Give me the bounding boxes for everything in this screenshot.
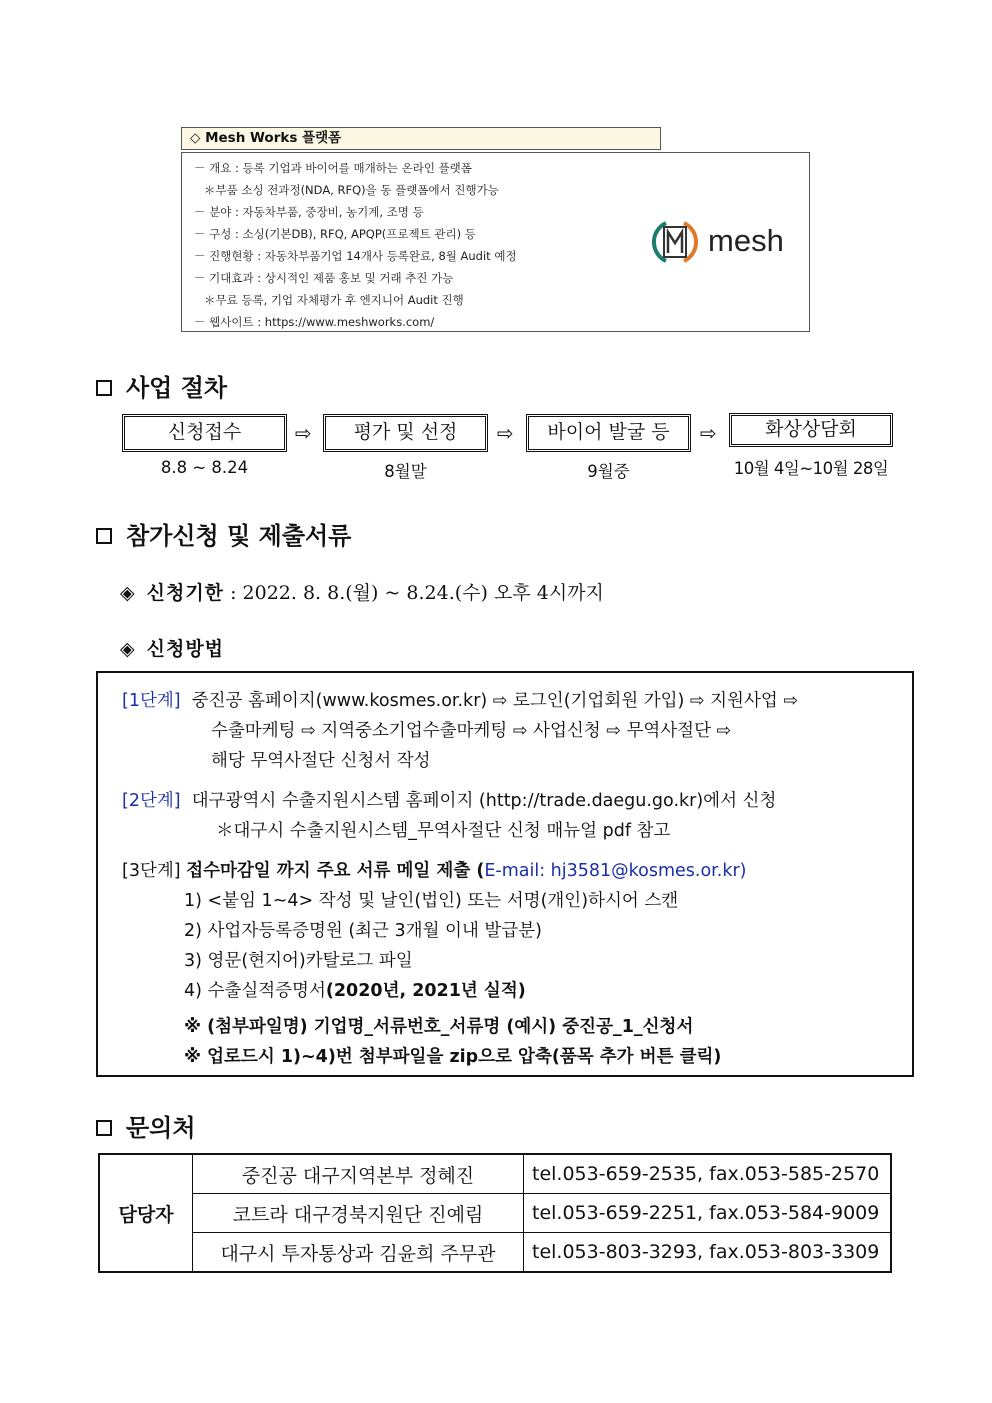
mesh-line-composition: － 구성 : 소싱(기본DB), RFQ, APQP(프로젝트 관리) 등 (194, 227, 476, 241)
note-upload (184, 1043, 721, 1068)
stage2-line1 (122, 787, 776, 812)
note-filename-text: ※ (첨부파일명) 기업명_서류번호_서류명 (예시) 중진공_1_신청서 (184, 1017, 694, 1037)
procedure-step-1: 신청접수 (122, 414, 287, 452)
mesh-logo-text: mesh (708, 223, 784, 258)
mesh-line-free: ＊무료 등록, 기업 자체평가 후 엔지니어 Audit 진행 (204, 293, 464, 307)
section-application-label: 참가신청 및 제출서류 (126, 522, 352, 550)
contact-name: 코트라 대구경북지원단 진예림 (193, 1194, 524, 1233)
mesh-info-lines (194, 157, 654, 333)
deadline-line (120, 578, 604, 605)
arrow-right-icon: ⇨ (497, 421, 514, 445)
stage3-tag: [3단계] (122, 861, 181, 881)
stage1-line2: 수출마케팅 ⇨ 지역중소기업수출마케팅 ⇨ 사업신청 ⇨ 무역사절단 ⇨ (211, 721, 732, 741)
stage2-line2: ＊대구시 수출지원시스템_무역사절단 신청 매뉴얼 pdf 참고 (216, 821, 671, 841)
mesh-line-effect: － 기대효과 : 상시적인 제품 홍보 및 거래 추진 가능 (194, 271, 454, 285)
doc-item-4 (184, 977, 526, 1002)
procedure-date-4: 10월 4일~10월 28일 (733, 459, 889, 478)
stage3-text: 접수마감일 까지 주요 서류 메일 제출 ( (186, 861, 485, 881)
stage3-email: E-mail: hj3581@kosmes.or.kr) (484, 861, 747, 881)
procedure-date-3: 9월중 (587, 462, 630, 481)
deadline-value: : 2022. 8. 8.(월) ~ 8.24.(수) 오후 4시까지 (224, 582, 604, 604)
note-filename (184, 1013, 693, 1038)
stage1-line1 (122, 687, 798, 712)
mesh-info-box (181, 152, 810, 332)
section-contact-heading (96, 1108, 196, 1143)
square-bullet-icon (96, 380, 112, 396)
stage1-text1: 중진공 홈페이지(www.kosmes.or.kr) ⇨ 로그인(기업회원 가입) ⇨ 지원사업 ⇨ (191, 691, 798, 711)
contact-phone: tel.053-803-3293, fax.053-803-3309 (524, 1233, 892, 1273)
arrow-right-icon: ⇨ (700, 421, 717, 445)
section-contact-label: 문의처 (126, 1114, 196, 1142)
note-upload-text: ※ 업로드시 1)~4)번 첨부파일을 zip으로 압축(품목 추가 버튼 클릭) (184, 1047, 722, 1067)
procedure-step-4: 화상상담회 (729, 413, 893, 447)
stage3-line1 (122, 857, 747, 882)
contact-table (98, 1153, 892, 1273)
table-row (99, 1194, 891, 1233)
section-procedure-label: 사업 절차 (126, 374, 228, 402)
doc-item-2: 2) 사업자등록증명원 (최근 3개월 이내 발급분) (184, 921, 542, 941)
deadline-label: 신청기한 (146, 582, 225, 604)
mesh-line-status: － 진행현황 : 자동차부품기업 14개사 등록완료, 8월 Audit 예정 (194, 249, 517, 263)
doc-item-1: 1) <붙임 1~4> 작성 및 날인(법인) 또는 서명(개인)하시어 스캔 (184, 891, 679, 911)
stage1-tag: [1단계] (122, 691, 181, 711)
mesh-line-sourcing: ＊부품 소싱 전과정(NDA, RFQ)을 동 플랫폼에서 진행가능 (204, 183, 499, 197)
section-procedure-heading (96, 368, 227, 403)
contact-name: 중진공 대구지역본부 정혜진 (193, 1154, 524, 1194)
table-row (99, 1154, 891, 1194)
mesh-logo-icon (646, 217, 704, 267)
section-application-heading (96, 516, 351, 551)
contact-role: 담당자 (99, 1154, 193, 1272)
mesh-line-field: － 분야 : 자동차부품, 중장비, 농기계, 조명 등 (194, 205, 424, 219)
diamond-bullet-icon: ◈ (120, 582, 135, 604)
procedure-step-3: 바이어 발굴 등 (526, 414, 691, 452)
contact-phone: tel.053-659-2251, fax.053-584-9009 (524, 1194, 892, 1233)
doc-item-3: 3) 영문(현지어)카탈로그 파일 (184, 951, 413, 971)
contact-name: 대구시 투자통상과 김윤희 주무관 (193, 1233, 524, 1273)
procedure-step-2: 평가 및 선정 (323, 414, 488, 452)
application-method-box (96, 671, 914, 1077)
procedure-date-2: 8월말 (384, 462, 427, 481)
diamond-bullet-icon: ◈ (120, 638, 135, 660)
doc-item-4-bold: (2020년, 2021년 실적) (325, 981, 526, 1001)
arrow-right-icon: ⇨ (295, 421, 312, 445)
stage2-text1: 대구광역시 수출지원시스템 홈페이지 (http://trade.daegu.go.kr)에서 신청 (191, 791, 777, 811)
procedure-date-1: 8.8 ~ 8.24 (160, 458, 249, 477)
stage2-tag: [2단계] (122, 791, 181, 811)
method-line (120, 634, 224, 661)
contact-phone: tel.053-659-2535, fax.053-585-2570 (524, 1154, 892, 1194)
mesh-line-overview: － 개요 : 등록 기업과 바이어를 매개하는 온라인 플랫폼 (194, 161, 472, 175)
stage1-line3: 해당 무역사절단 신청서 작성 (211, 751, 431, 771)
square-bullet-icon (96, 1120, 112, 1136)
mesh-logo (646, 217, 806, 267)
mesh-box-title: ◇ Mesh Works 플랫폼 (181, 127, 661, 150)
square-bullet-icon (96, 528, 112, 544)
table-row (99, 1233, 891, 1273)
mesh-line-website: － 웹사이트 : https://www.meshworks.com/ (194, 315, 435, 329)
doc-item-4-prefix: 4) 수출실적증명서 (184, 981, 326, 1001)
method-label: 신청방법 (146, 638, 225, 660)
